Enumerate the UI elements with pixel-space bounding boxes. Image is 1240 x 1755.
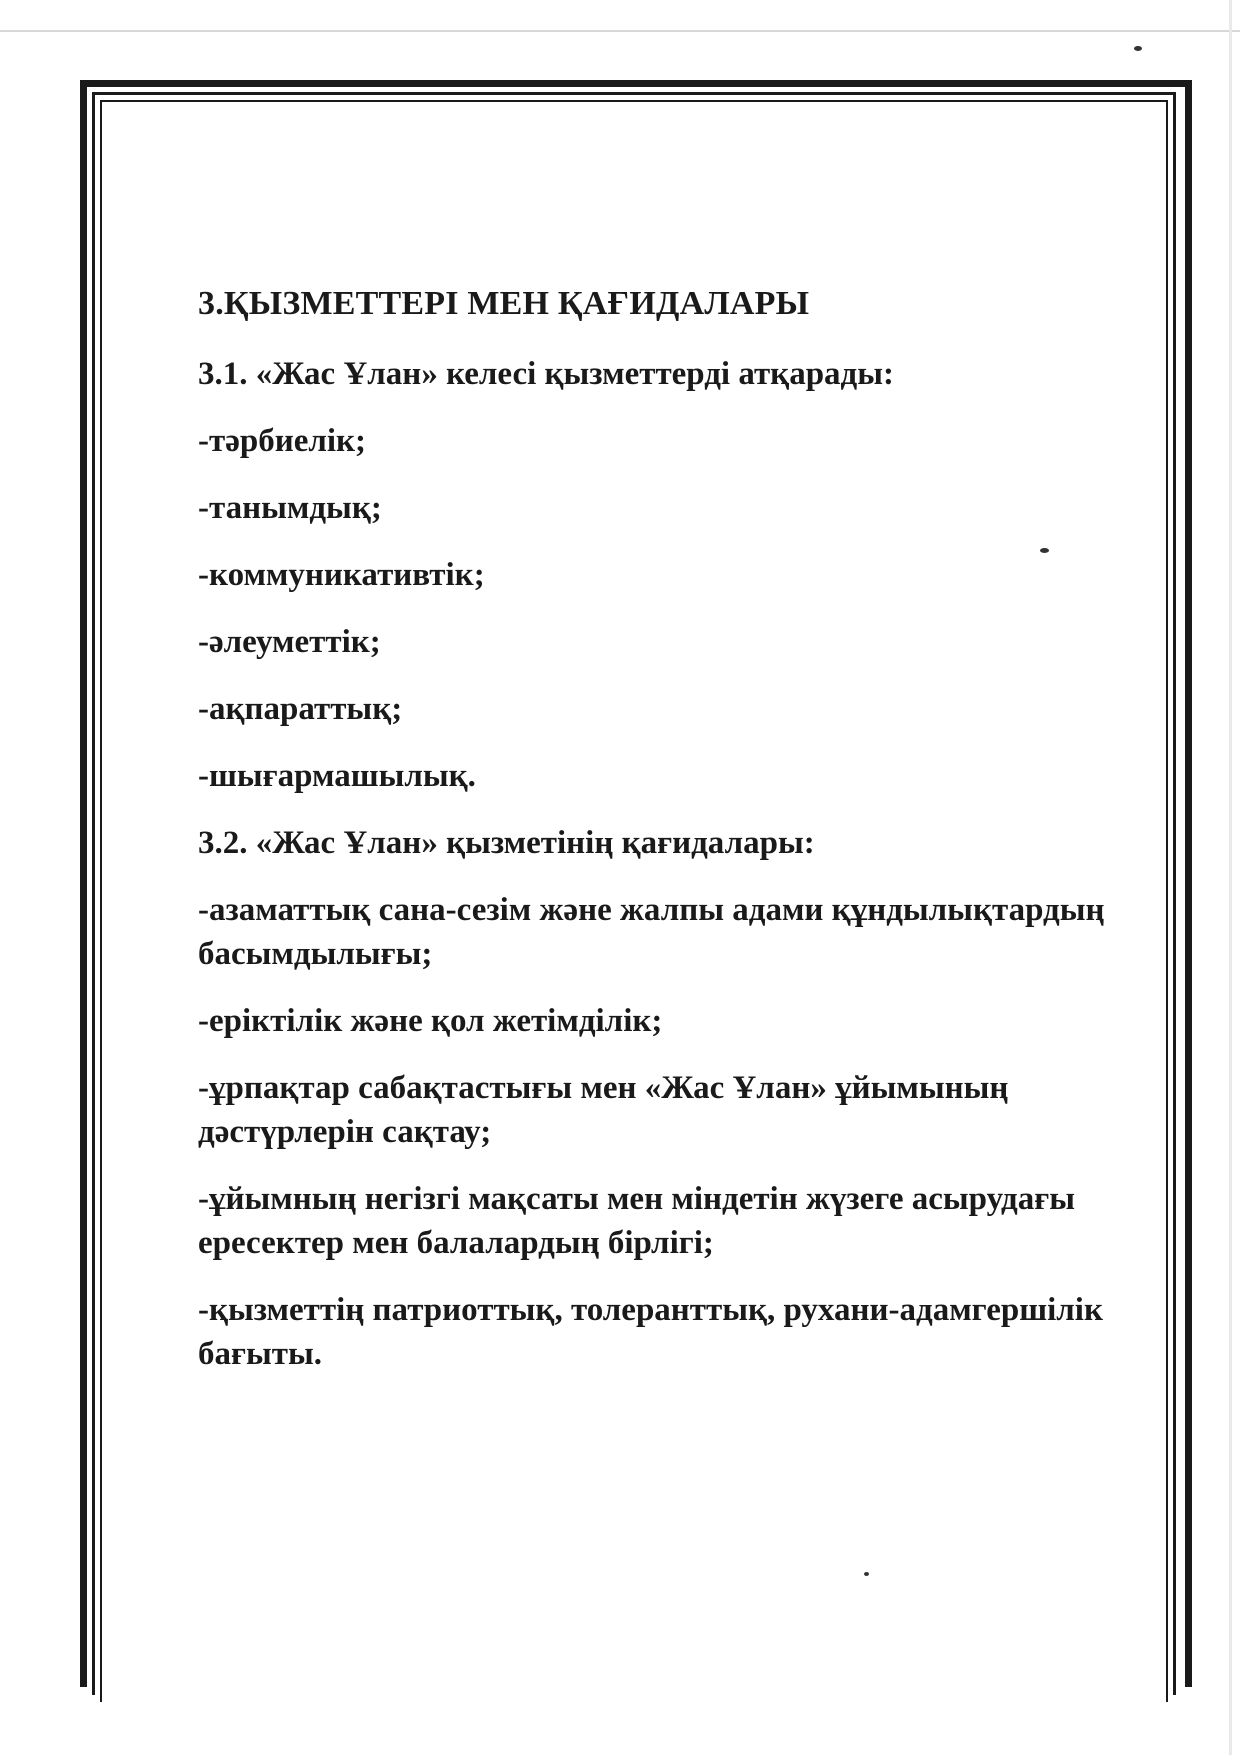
scan-speck: [1134, 46, 1142, 51]
list-item: -әлеуметтік;: [198, 624, 381, 660]
scan-edge-top: [0, 30, 1240, 32]
list-item: -коммуникативтік;: [198, 557, 485, 593]
section-2-title: 3.2. «Жас Ұлан» қызметінің қағидалары:: [198, 825, 815, 861]
list-item: -шығармашылық.: [198, 758, 476, 794]
list-item: -ұрпақтар сабақтастығы мен «Жас Ұлан» ұйымының дәстүрлерін сақтау;: [198, 1070, 1009, 1150]
section-heading: 3.ҚЫЗМЕТТЕРІ МЕН ҚАҒИДАЛАРЫ: [198, 285, 810, 322]
section-1-title: 3.1. «Жас Ұлан» келесі қызметтерді атқарады:: [198, 356, 894, 392]
scan-speck: [864, 1572, 869, 1576]
document-body: [198, 282, 1118, 1399]
list-item: -қызметтің патриоттық, толеранттық, рухани-адамгершілік бағыты.: [198, 1292, 1103, 1372]
list-item: -ұйымның негізгі мақсаты мен міндетін жүзеге асырудағы ересектер мен балалардың бірлігі;: [198, 1181, 1075, 1261]
list-item: -ақпараттық;: [198, 691, 403, 727]
list-item: -еріктілік және қол жетімділік;: [198, 1003, 663, 1039]
list-item: -азаматтық сана-сезім және жалпы адами құндылықтардың басымдылығы;: [198, 892, 1105, 972]
list-item: -тәрбиелік;: [198, 423, 367, 459]
scan-edge-right: [1229, 0, 1232, 1755]
list-item: -танымдық;: [198, 490, 382, 526]
